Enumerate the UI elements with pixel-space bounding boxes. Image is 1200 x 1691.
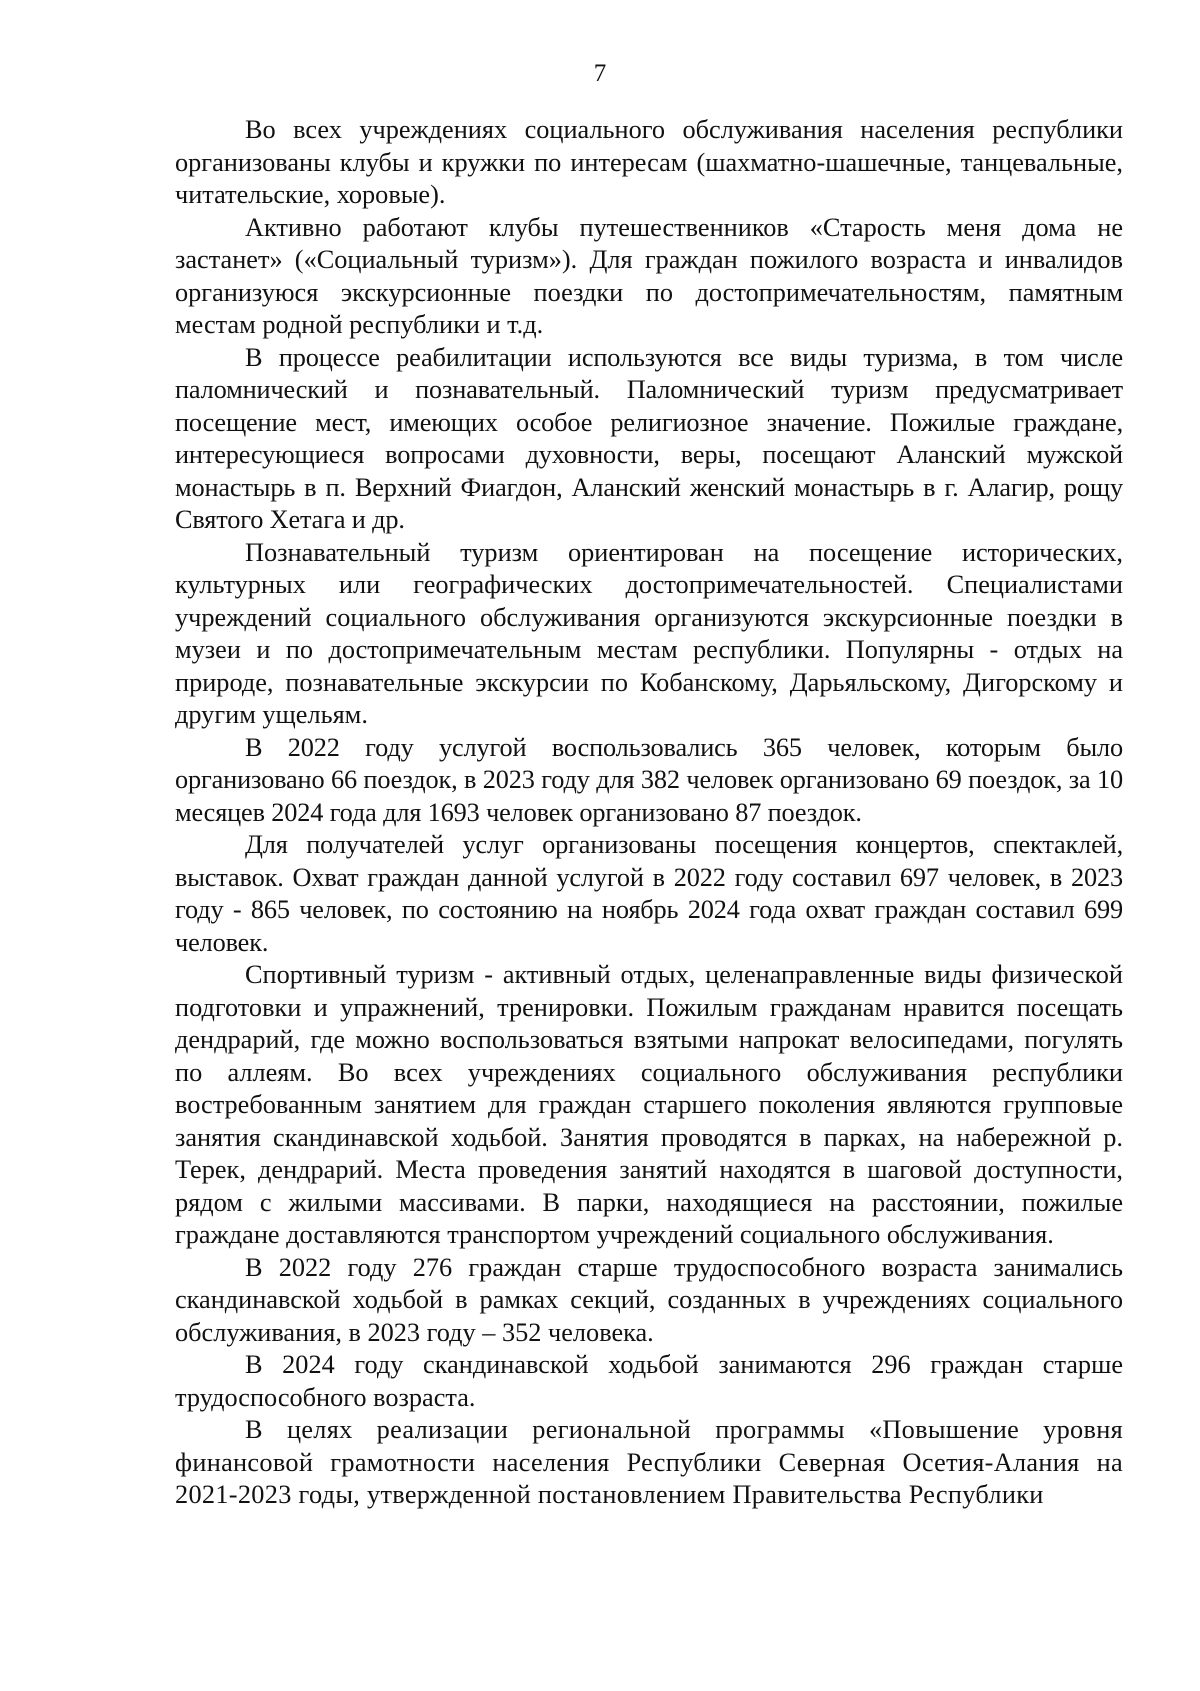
paragraph-nordic-walking-2024: В 2024 году скандинавской ходьбой занимаются 296 граждан старше трудоспособного возраста. [175,1350,1123,1412]
page-number: 7 [593,60,607,87]
document-body [175,114,1123,1512]
paragraph-concerts: Для получателей услуг организованы посещения концертов, спектаклей, выставок. Охват граждан данной услугой в 2022 году составил 697 человек, в 2023 году - 865 человек, по состоянию на ноябрь 2024 года охват граждан составил 699 человек. [175,830,1123,957]
paragraph-clubs: Во всех учреждениях социального обслуживания населения республики организованы клубы и кружки по интересам (шахматно-шашечные, танцевальные, читательские, хоровые). [175,115,1123,209]
paragraph-trips-statistics: В 2022 году услугой воспользовались 365 человек, которым было организовано 66 поездок, в 2023 году для 382 человек организовано 69 поездок, за 10 месяцев 2024 года для 1693 человек организовано 87 поездок. [175,732,1123,827]
paragraph-sports-tourism: Спортивный туризм - активный отдых, целенаправленные виды физической подготовки и упражнений, тренировки. Пожилым гражданам нравится посещать дендрарий, где можно воспользоваться взятыми напрокат велосипедами, погулять по аллеям. Во всех учреждениях социального обслуживания республики востребованным занятием для граждан старшего поколения являются групповые занятия скандинавской ходьбой. Занятия проводятся в парках, на набережной р. Терек, дендрарий. Места проведения занятий находятся в шаговой доступности, рядом с жилыми массивами. В парки, находящиеся на расстоянии, пожилые граждане доставляются транспортом учреждений социального обслуживания. [175,960,1123,1249]
paragraph-cognitive-tourism: Познавательный туризм ориентирован на посещение исторических, культурных или географических достопримечательностей. Специалистами учреждений социального обслуживания организуются экскурсионные поездки в музеи и по достопримечательным местам республики. Популярны - отдых на природе, познавательные экскурсии по Кобанскому, Дарьяльскому, Дигорскому и другим ущельям. [175,537,1123,729]
paragraph-nordic-walking-2022-2023: В 2022 году 276 граждан старше трудоспособного возраста занимались скандинавской ходьбой в рамках секций, созданных в учреждениях социального обслуживания, в 2023 году – 352 человека. [175,1252,1123,1347]
paragraph-travel-clubs: Активно работают клубы путешественников «Старость меня дома не застанет» («Социальный туризм»). Для граждан пожилого возраста и инвалидов организуюся экскурсионные поездки по достопримечательностям, памятным местам родной республики и т.д. [175,212,1123,339]
paragraph-financial-literacy: В целях реализации региональной программы «Повышение уровня финансовой грамотности населения Республики Северная Осетия-Алания на 2021-2023 годы, утвержденной постановлением Правительства Республики [175,1415,1123,1509]
paragraph-pilgrimage-tourism: В процессе реабилитации используются все виды туризма, в том числе паломнический и познавательный. Паломнический туризм предусматривает посещение мест, имеющих особое религиозное значение. Пожилые граждане, интересующиеся вопросами духовности, веры, посещают Аланский мужской монастырь в п. Верхний Фиагдон, Аланский женский монастырь в г. Алагир, рощу Святого Хетага и др. [175,342,1123,534]
